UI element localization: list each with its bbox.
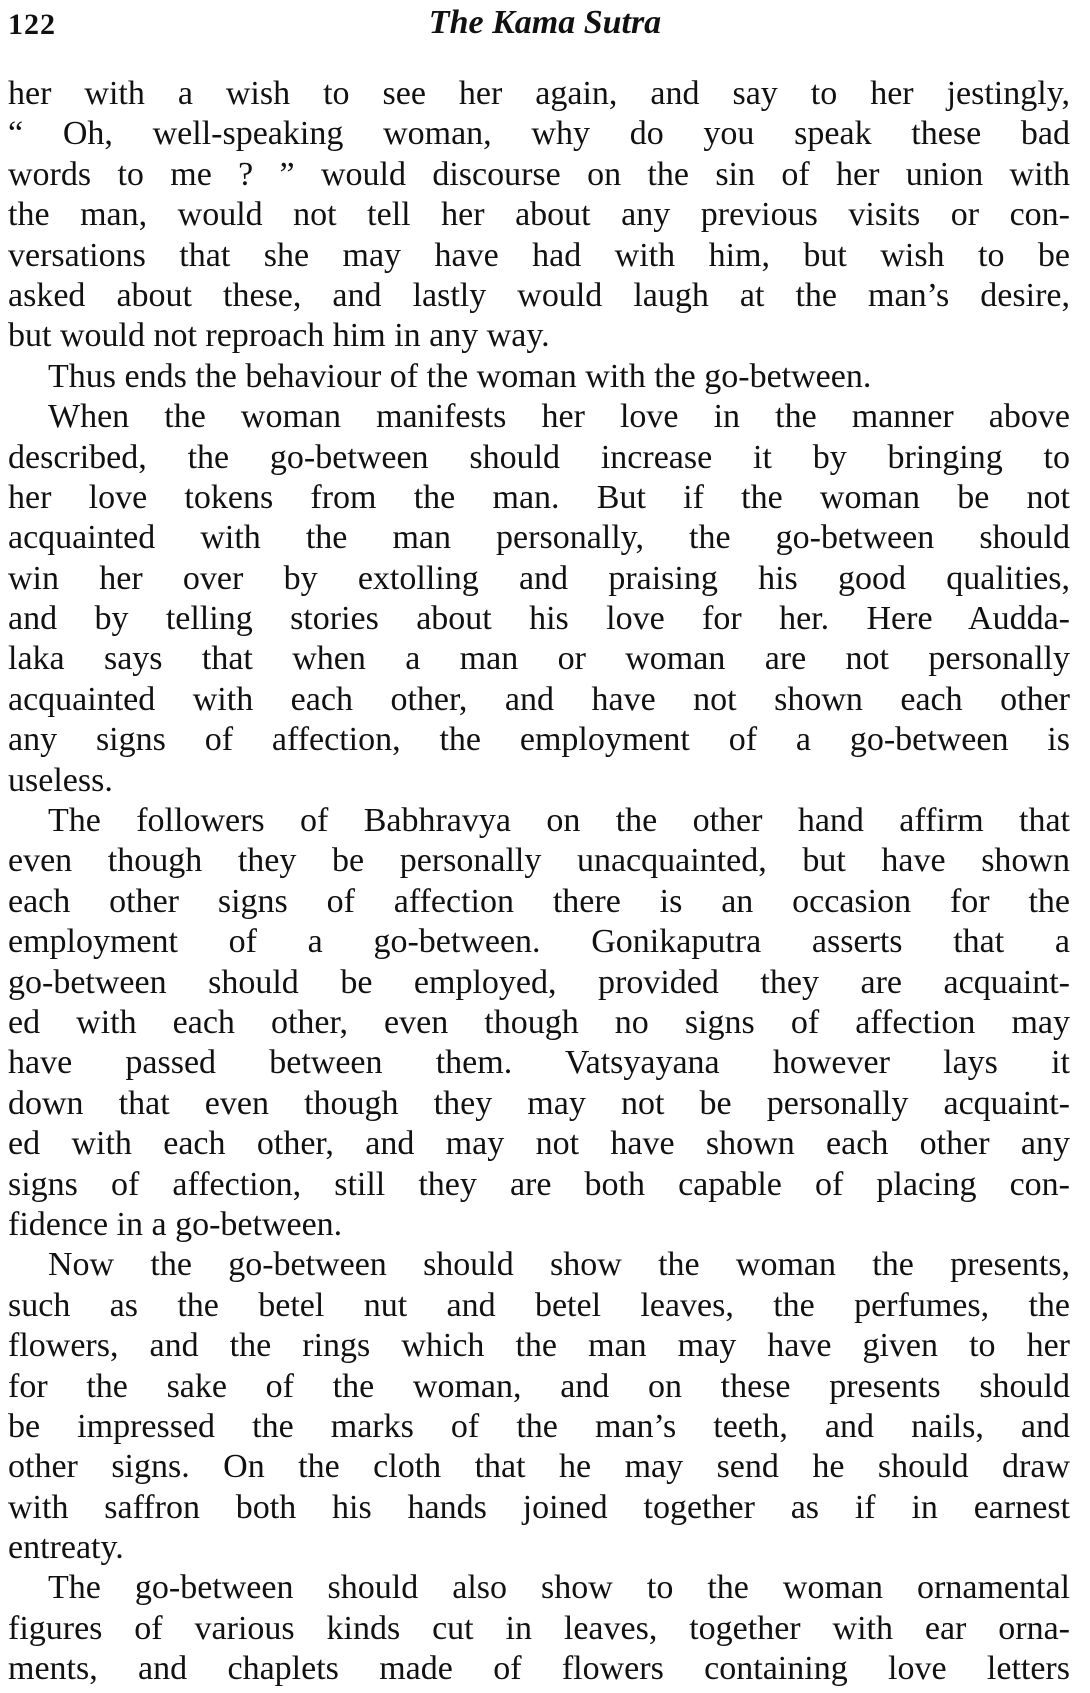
paragraph [8, 801, 1070, 1245]
paragraph [8, 357, 1070, 397]
text-line: for the sake of the woman, and on these presents should [8, 1367, 1070, 1405]
paragraph [8, 74, 1070, 357]
text-line: When the woman manifests her love in the manner above [48, 398, 1070, 436]
text-line: asked about these, and lastly would laugh at the man’s desire, [8, 276, 1070, 314]
text-line: entreaty. [8, 1529, 124, 1567]
paragraph [8, 397, 1070, 801]
text-line: with saffron both his hands joined together as if in earnest [8, 1488, 1070, 1526]
text-line: win her over by extolling and praising his good qualities, [8, 559, 1070, 597]
text-line: words to me ? ” would discourse on the sin of her union with [8, 155, 1070, 193]
text-line: fidence in a go-between. [8, 1205, 343, 1243]
text-line: ed with each other, even though no signs of affection may [8, 1003, 1070, 1041]
text-line: her love tokens from the man. But if the woman be not [8, 478, 1070, 516]
text-line: signs of affection, still they are both capable of placing con- [8, 1165, 1070, 1203]
paragraph [8, 1245, 1070, 1568]
text-line: useless. [8, 761, 113, 799]
text-line: “ Oh, well-speaking woman, why do you speak these bad [8, 115, 1070, 153]
text-line: The go-between should also show to the woman ornamental [48, 1569, 1070, 1607]
text-line: ments, and chaplets made of flowers containing love letters [8, 1650, 1070, 1688]
text-line: acquainted with each other, and have not shown each other [8, 680, 1070, 718]
text-line: acquainted with the man personally, the go-between should [8, 519, 1070, 557]
text-line: even though they be personally unacquainted, but have shown [8, 842, 1070, 880]
text-line: other signs. On the cloth that he may send he should draw [8, 1448, 1070, 1486]
text-line: and by telling stories about his love for her. Here Audda- [8, 600, 1070, 638]
text-line: be impressed the marks of the man’s teeth, and nails, and [8, 1407, 1070, 1445]
text-line: each other signs of affection there is an occasion for the [8, 882, 1070, 920]
text-line: laka says that when a man or woman are not personally [8, 640, 1070, 678]
text-line: down that even though they may not be personally acquaint- [8, 1084, 1070, 1122]
text-line: have passed between them. Vatsyayana however lays it [8, 1044, 1070, 1082]
text-line: but would not reproach him in any way. [8, 317, 550, 355]
text-line: her with a wish to see her again, and say to her jestingly, [8, 75, 1070, 112]
body-text [8, 74, 1070, 1690]
text-line: figures of various kinds cut in leaves, together with ear orna- [8, 1609, 1070, 1647]
text-line: such as the betel nut and betel leaves, the perfumes, the [8, 1286, 1070, 1324]
text-line: the man, would not tell her about any previous visits or con- [8, 196, 1070, 234]
text-line: employment of a go-between. Gonikaputra asserts that a [8, 923, 1070, 961]
running-head [0, 2, 1090, 48]
text-line: Now the go-between should show the woman the presents, [48, 1246, 1070, 1284]
text-line: any signs of affection, the employment of a go-between is [8, 721, 1070, 759]
text-line: described, the go-between should increase it by bringing to [8, 438, 1070, 476]
text-line: ed with each other, and may not have shown each other any [8, 1125, 1070, 1163]
page-number: 122 [8, 8, 56, 41]
text-line: The followers of Babhravya on the other hand affirm that [48, 802, 1070, 840]
text-line: Thus ends the behaviour of the woman with the go-between. [48, 357, 872, 395]
text-line: go-between should be employed, provided they are acquaint- [8, 963, 1070, 1001]
text-line: versations that she may have had with him, but wish to be [8, 236, 1070, 274]
text-line: flowers, and the rings which the man may have given to her [8, 1327, 1070, 1365]
paragraph [8, 1568, 1070, 1689]
book-title: The Kama Sutra [428, 4, 662, 41]
